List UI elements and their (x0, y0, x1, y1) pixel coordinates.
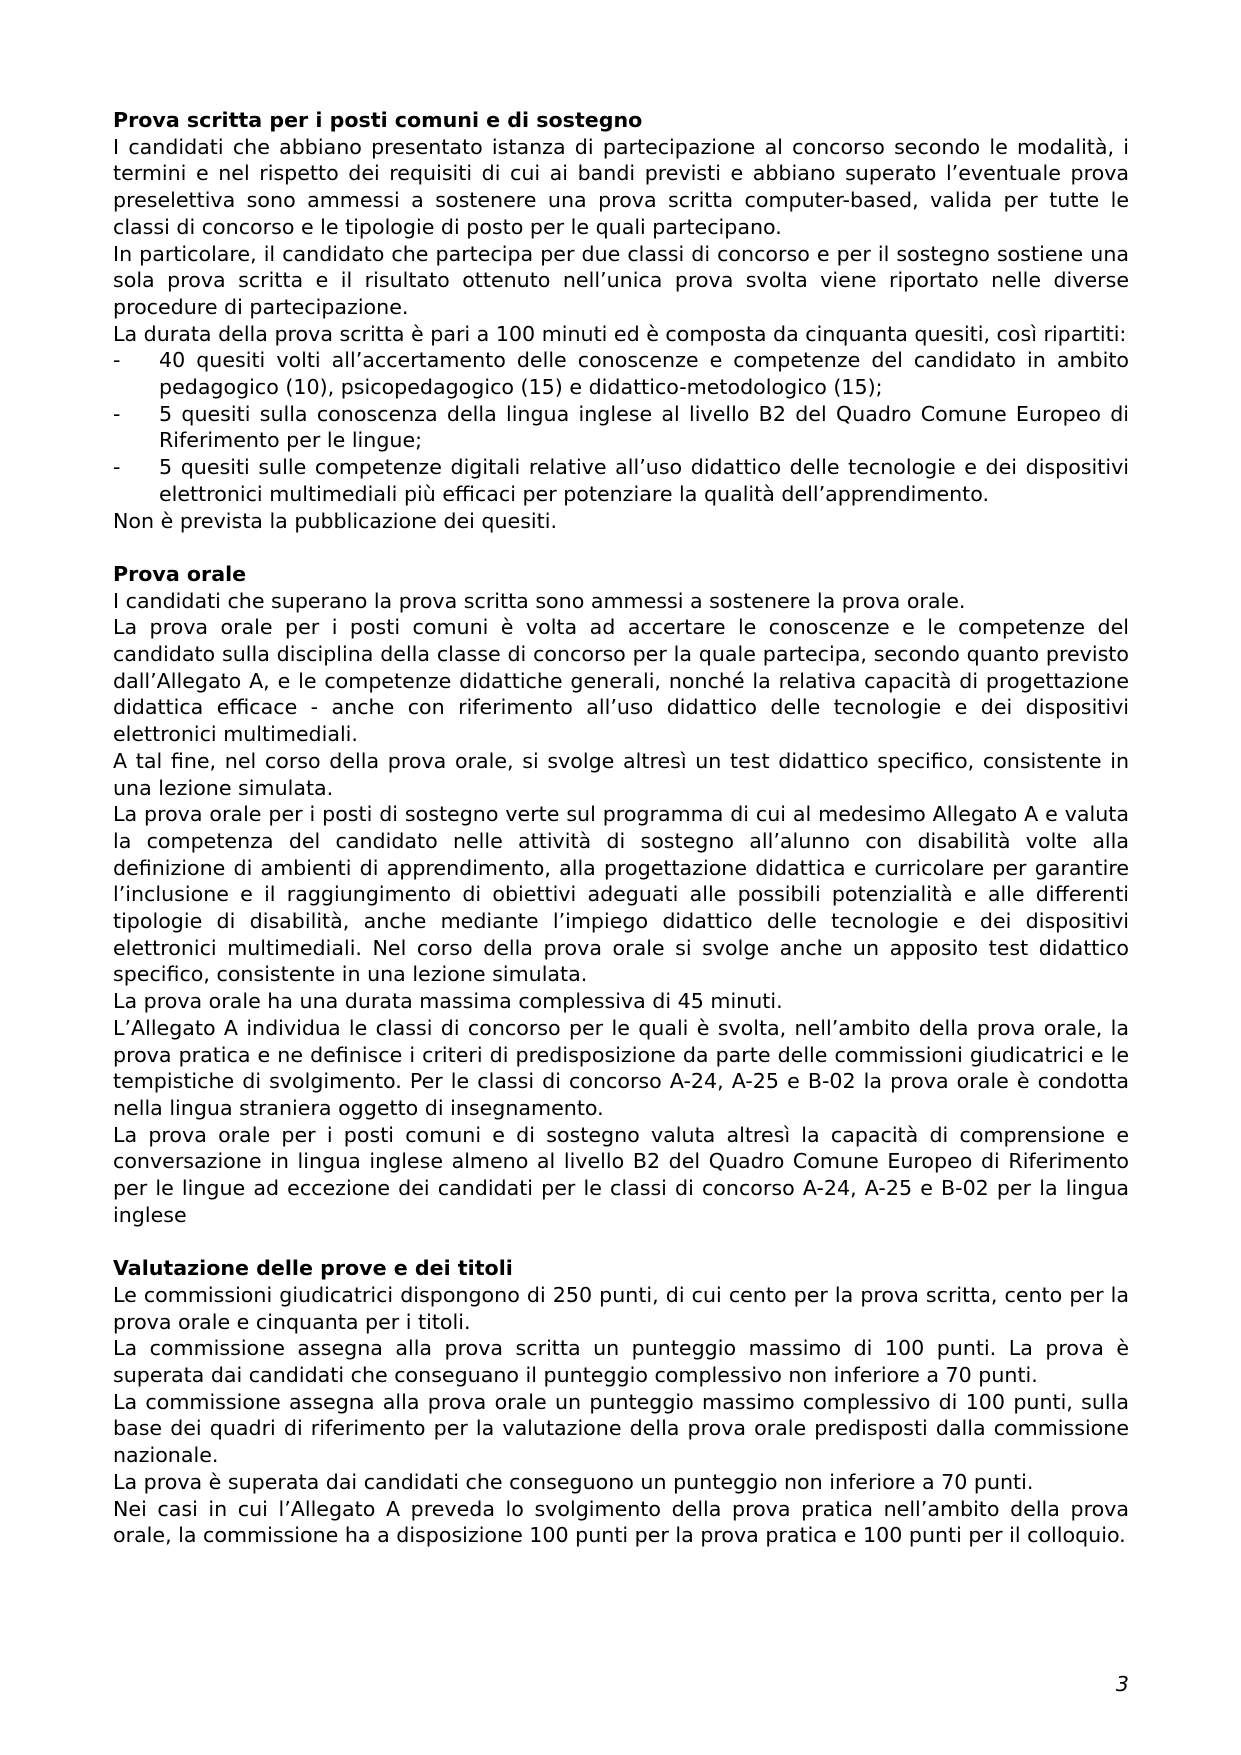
paragraph: L’Allegato A individua le classi di concorso per le quali è svolta, nell’ambito della prova orale, la prova pratica e ne definisce i criteri di predisposizione da parte delle commissioni giudicatrici e le tempistiche di svolgimento. Per le classi di concorso A-24, A-25 e B-02 la prova orale è condotta nella lingua straniera oggetto di insegnamento. (113, 1015, 1129, 1120)
page-content (113, 107, 1129, 1549)
quesiti-list (113, 347, 1129, 507)
paragraph: La commissione assegna alla prova scritta un punteggio massimo di 100 punti. La prova è superata dai candidati che conseguano il punteggio complessivo non inferiore a 70 punti. (113, 1336, 1129, 1388)
paragraph: La prova orale per i posti di sostegno verte sul programma di cui al medesimo Allegato A e valuta la competenza del candidato nelle attività di sostegno all’alunno con disabilità volte alla definizione di ambienti di apprendimento, alla progettazione didattica e curricolare per garantire l’inclusione e il raggiungimento di obiettivi adeguati alle possibili potenzialità e alle differenti tipologie di disabilità, anche mediante l’impiego didattico delle tecnologie e dei dispositivi elettronici multimediali. Nel corso della prova orale si svolge anche un apposito test didattico specifico, consistente in una lezione simulata. (113, 802, 1129, 987)
section-spacer (113, 1229, 1129, 1256)
list-item: - 40 quesiti volti all’accertamento delle conoscenze e competenze del candidato in ambito pedagogico (10), psicopedagogico (15) e didattico-metodologico (15); (113, 347, 1129, 400)
paragraph: In particolare, il candidato che partecipa per due classi di concorso e per il sostegno sostiene una sola prova scritta e il risultato ottenuto nell’unica prova svolta viene riportato nelle diverse procedure di partecipazione. (113, 241, 1129, 319)
section-heading: Valutazione delle prove e dei titoli (113, 1256, 513, 1281)
section-spacer (113, 534, 1129, 561)
section-prova-orale (113, 561, 1129, 1229)
paragraph: I candidati che superano la prova scritta sono ammessi a sostenere la prova orale. (113, 588, 966, 613)
list-item: - 5 quesiti sulle competenze digitali relative all’uso didattico delle tecnologie e dei dispositivi elettronici multimediali più efficaci per potenziare la qualità dell’apprendimento. (113, 454, 1129, 507)
paragraph: La prova è superata dai candidati che conseguono un punteggio non inferiore a 70 punti. (113, 1469, 1034, 1494)
section-valutazione (113, 1255, 1129, 1549)
paragraph: La prova orale ha una durata massima complessiva di 45 minuti. (113, 989, 783, 1014)
paragraph: I candidati che abbiano presentato istanza di partecipazione al concorso secondo le modalità, i termini e nel rispetto dei requisiti di cui ai bandi previsti e abbiano superato l’eventuale prova preselettiva sono ammessi a sostenere una prova scritta computer-based, valida per tutte le classi di concorso e le tipologie di posto per le quali partecipano. (113, 134, 1129, 239)
section-heading: Prova scritta per i posti comuni e di sostegno (113, 108, 643, 132)
paragraph: Non è prevista la pubblicazione dei quesiti. (113, 508, 557, 533)
section-heading: Prova orale (113, 561, 247, 586)
paragraph: La prova orale per i posti comuni è volta ad accertare le conoscenze e le competenze del candidato sulla disciplina della classe di concorso per la quale partecipa, secondo quanto previsto dall’Allegato A, e le competenze didattiche generali, nonché la relativa capacità di progettazione didattica efficace - anche con riferimento all’uso didattico delle tecnologie e dei dispositivi elettronici multimediali. (113, 615, 1129, 747)
list-item: - 5 quesiti sulla conoscenza della lingua inglese al livello B2 del Quadro Comune Europeo di Riferimento per le lingue; (113, 401, 1129, 454)
paragraph: A tal fine, nel corso della prova orale, si svolge altresì un test didattico specifico, consistente in una lezione simulata. (113, 748, 1129, 800)
paragraph: La prova orale per i posti comuni e di sostegno valuta altresì la capacità di comprensione e conversazione in lingua inglese almeno al livello B2 del Quadro Comune Europeo di Riferimento per le lingue ad eccezione dei candidati per le classi di concorso A-24, A-25 e B-02 per la lingua inglese (113, 1122, 1129, 1227)
paragraph: Le commissioni giudicatrici dispongono di 250 punti, di cui cento per la prova scritta, cento per la prova orale e cinquanta per i titoli. (113, 1282, 1129, 1334)
paragraph: La commissione assegna alla prova orale un punteggio massimo complessivo di 100 punti, sulla base dei quadri di riferimento per la valutazione della prova orale predisposti dalla commissione nazionale. (113, 1389, 1129, 1468)
paragraph: Nei casi in cui l’Allegato A preveda lo svolgimento della prova pratica nell’ambito della prova orale, la commissione ha a disposizione 100 punti per la prova pratica e 100 punti per il colloquio. (113, 1496, 1129, 1548)
paragraph: La durata della prova scritta è pari a 100 minuti ed è composta da cinquanta quesiti, così ripartiti: (113, 321, 1127, 346)
page-number: 3 (1115, 1672, 1129, 1696)
section-prova-scritta (113, 107, 1129, 534)
